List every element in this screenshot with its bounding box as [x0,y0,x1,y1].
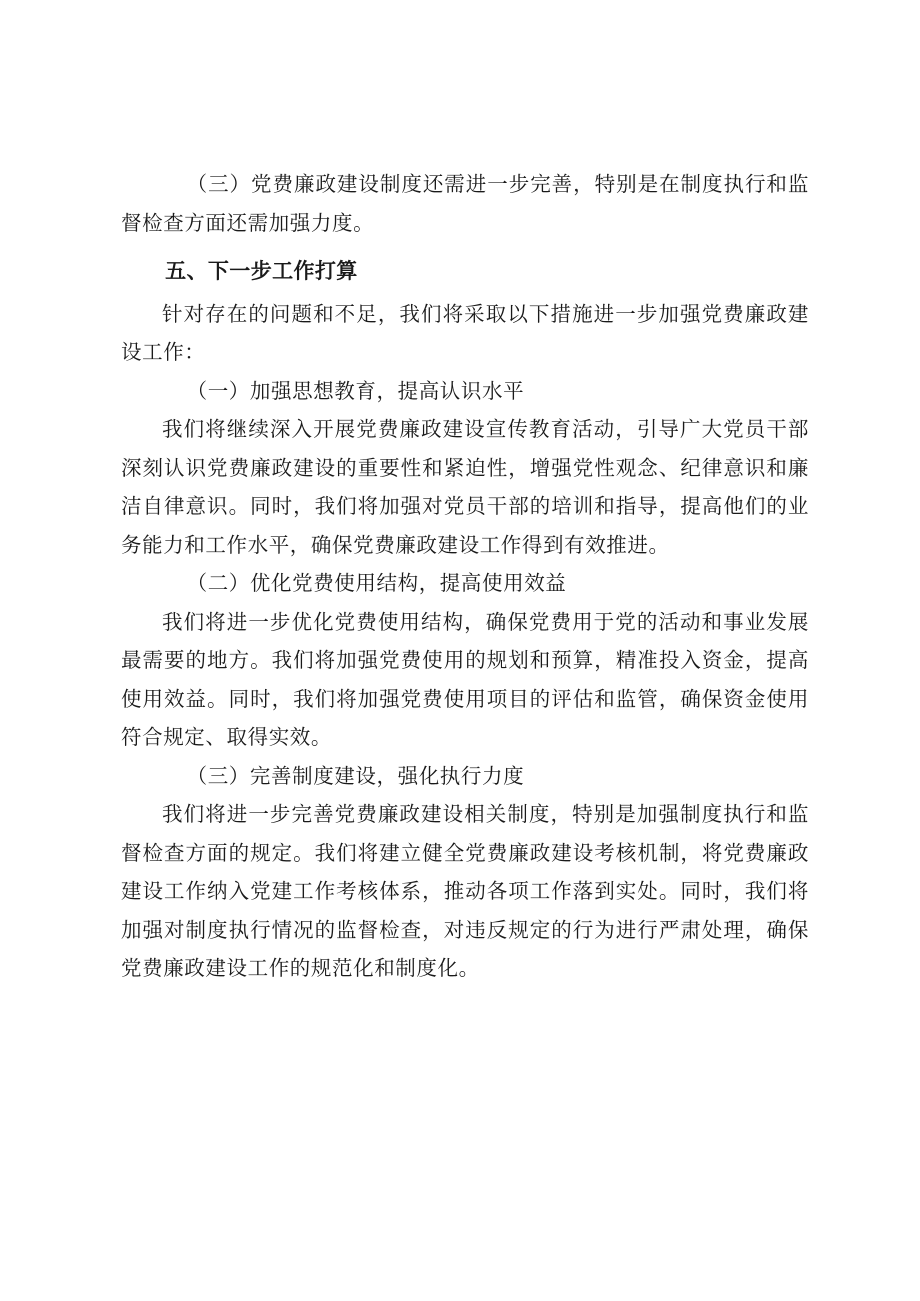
item-3-title: （三）完善制度建设，强化执行力度 [186,763,525,788]
item-1-title: （一）加强思想教育，提高认识水平 [186,378,525,403]
item-2-body: 我们将进一步优化党费使用结构，确保党费用于党的活动和事业发展最需要的地方。我们将加强党费使用的规划和预算，精准投入资金，提高使用效益。同时，我们将加强党费使用项目的评估和监管，确保资金使用符合规定、取得实效。 [121,609,809,749]
item-2-title: （二）优化党费使用结构，提高使用效益 [186,571,567,595]
section-intro: 针对存在的问题和不足，我们将采取以下措施进一步加强党费廉政建设工作： [121,301,809,364]
document-body [121,165,809,988]
item-3-body: 我们将进一步完善党费廉政建设相关制度，特别是加强制度执行和监督检查方面的规定。我们将建立健全党费廉政建设考核机制，将党费廉政建设工作纳入党建工作考核体系，推动各项工作落到实处。同时，我们将加强对制度执行情况的监督检查，对违反规定的行为进行严肃处理，确保党费廉政建设工作的规范化和制度化。 [121,802,809,980]
paragraph-prev-item-3: （三）党费廉政建设制度还需进一步完善，特别是在制度执行和监督检查方面还需加强力度。 [121,172,809,235]
item-1-body: 我们将继续深入开展党费廉政建设宣传教育活动，引导广大党员干部深刻认识党费廉政建设的重要性和紧迫性，增强党性观念、纪律意识和廉洁自律意识。同时，我们将加强对党员干部的培训和指导，提高他们的业务能力和工作水平，确保党费廉政建设工作得到有效推进。 [121,417,809,557]
section-heading: 五、下一步工作打算 [165,259,358,283]
